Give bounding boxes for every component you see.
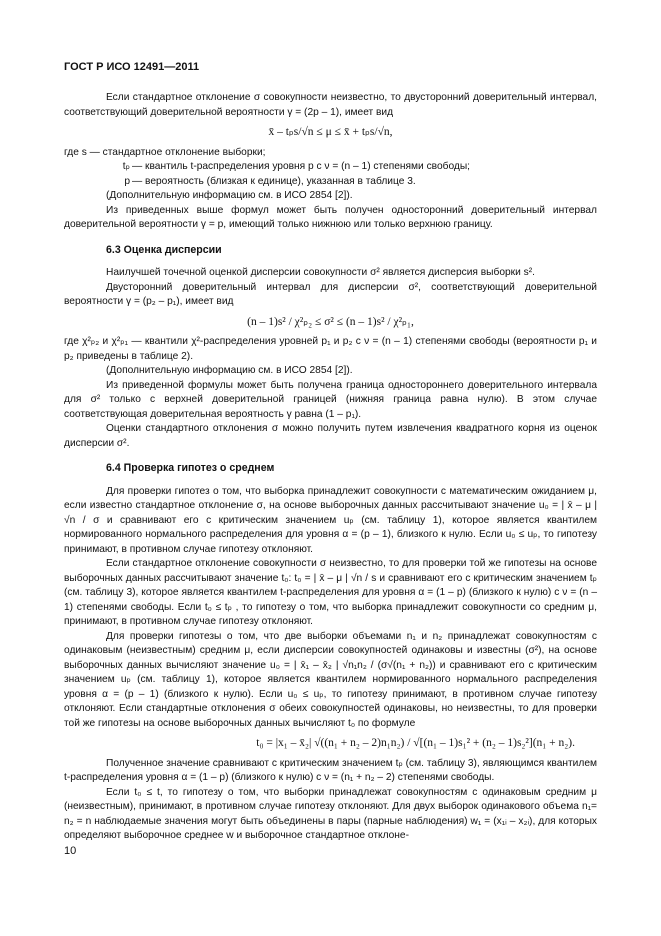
definition-text: — вероятность (близкая к единице), указанная в таблице 3. — [132, 175, 416, 187]
reference-note: (Дополнительную информацию см. в ИСО 2854 [2]). — [106, 190, 353, 201]
definition-tp — [64, 160, 597, 175]
page-number: 10 — [64, 845, 77, 857]
definition-s: где s — стандартное отклонение выборки; — [64, 146, 266, 158]
paragraph: Если стандартное отклонение совокупности σ неизвестно, то для проверки той же гипотезы на основе выборочных данных рассчитывают значение t₀: t₀ = | x̄ – μ | √n / s и сравнивают его с критическим значением tₚ (см. таблицу 3), которое является квантилем t-распределения для уровня α = (1 – p) (близкого к нулю) с ν = (n – 1) степенями свободы. Если t₀ ≤ tₚ , то гипотезу о том, что выборка принадлежит совокупности со средним μ, принимают, в противном случае гипотезу отклоняют. — [64, 558, 597, 627]
page-header: ГОСТ Р ИСО 12491—2011 — [64, 61, 200, 73]
paragraph: Если стандартное отклонение σ совокупности неизвестно, то двусторонний доверительный интервал, соответствующий доверительной вероятности γ = (2p – 1), имеет вид — [64, 92, 597, 118]
section-heading-6-4: 6.4 Проверка гипотез о среднем — [106, 462, 275, 474]
paragraph: Для проверки гипотез о том, что выборка принадлежит совокупности с математическим ожиданием μ, если известно стандартное отклонение σ, на основе выборочных данных рассчитывают значение u₀ = | x̄ – μ | √n / σ и сравнивают его с критическим значением uₚ (см. таблицу 1), которое является квантилем нормированного нормального распределения для уровня α = (p – 1), близкого к нулю. Если u₀ ≤ uₚ, то гипотезу принимают, в противном случае гипотезу отклоняют. — [64, 485, 597, 555]
formula-confidence-interval: x̄ – tₚs/√n ≤ μ ≤ x̄ + tₚs/√n, — [268, 126, 393, 138]
paragraph: Из приведенной формулы может быть получена граница одностороннего доверительного интервала для σ² только с верхней доверительной границей (нижняя граница равна нулю). В этом случае соответствующая доверительная вероятность γ равна (1 – p₁). — [64, 379, 597, 420]
definition-text: — квантиль t-распределения уровня p с ν = (n – 1) степенями свободы; — [132, 161, 471, 172]
reference-note: (Дополнительную информацию см. в ИСО 2854 [2]). — [106, 365, 353, 376]
paragraph: Полученное значение сравнивают с критическим значением tₚ (см. таблицу 3), являющимся квантилем t-распределения уровня α = (1 – p) (близкого к нулю) с ν = (n₁ + n₂ – 2) степенями свободы. — [64, 757, 597, 783]
definition-term: p — [124, 175, 130, 187]
paragraph: Если t₀ ≤ t, то гипотезу о том, что выборки принадлежат совокупностям с одинаковым средним μ (неизвестным), принимают, в противном случае гипотезу отклоняют. Для двух выборок одинакового объема n₁= n₂ = n наблюдаемые значения могут быть объединены в пары (парные наблюдения) w₁ = (x₁ᵢ – x₂ᵢ), для которых определяют выборочное среднее w и выборочное стандартное отклоне- — [64, 786, 597, 841]
page-content — [64, 91, 597, 844]
paragraph: Для проверки гипотезы о том, что две выборки объемами n₁ и n₂ принадлежат совокупностям с одинаковым (неизвестным) средним μ, если дисперсии совокупностей одинаковы и известны (σ²), на основе выборочных данных вычисляют значение u₀ = | x̄₁ – x̄₂ | √n₁n₂ / (σ√(n₁ + n₂)) и сравнивают его с критическим значением uₚ (см. таблицу 1), которое является квантилем нормированного нормального распределения уровня α = (p – 1) (близкого к нулю). Если u₀ ≤ uₚ, то гипотезу принимают, в противном случае гипотезу отклоняют. Если стандартные отклонения σ обеих совокупностей одинаковы, но неизвестны, то для проверки той же гипотезы на основе выборочных данных вычисляют t₀ по формуле — [64, 630, 597, 729]
section-heading-6-3: 6.3 Оценка дисперсии — [106, 243, 222, 256]
definition-term: tₚ — [122, 161, 130, 172]
paragraph: Двусторонний доверительный интервал для дисперсии σ², соответствующий доверительной вероятности γ = (p₂ – p₁), имеет вид — [64, 281, 597, 307]
definition-chi-square: где χ²ₚ₂ и χ²ₚ₁ — квантили χ²-распределения уровней p₁ и p₂ с ν = (n – 1) степенями свободы (вероятности p₁ и p₂ приведены в таблице 2). — [64, 336, 597, 362]
definition-p — [64, 175, 597, 190]
paragraph: Наилучшей точечной оценкой дисперсии совокупности σ² является дисперсия выборки s². — [106, 267, 535, 278]
paragraph: Из приведенных выше формул может быть получен односторонний доверительный интервал доверительной вероятности γ = p, имеющий только нижнюю или только верхнюю границу. — [64, 204, 597, 230]
formula-t-statistic: t₀ = |x₁ – x̄₂| √((n₁ + n₂ – 2)n₁n₂) / √[(n₁ – 1)s₁² + (n₂ – 1)s₂²](n₁ + n₂). — [256, 737, 575, 749]
formula-variance-interval: (n – 1)s² / χ²ₚ₂ ≤ σ² ≤ (n – 1)s² / χ²ₚ₁, — [247, 315, 414, 328]
paragraph: Оценки стандартного отклонения σ можно получить путем извлечения квадратного корня из оценок дисперсии σ². — [64, 423, 597, 449]
